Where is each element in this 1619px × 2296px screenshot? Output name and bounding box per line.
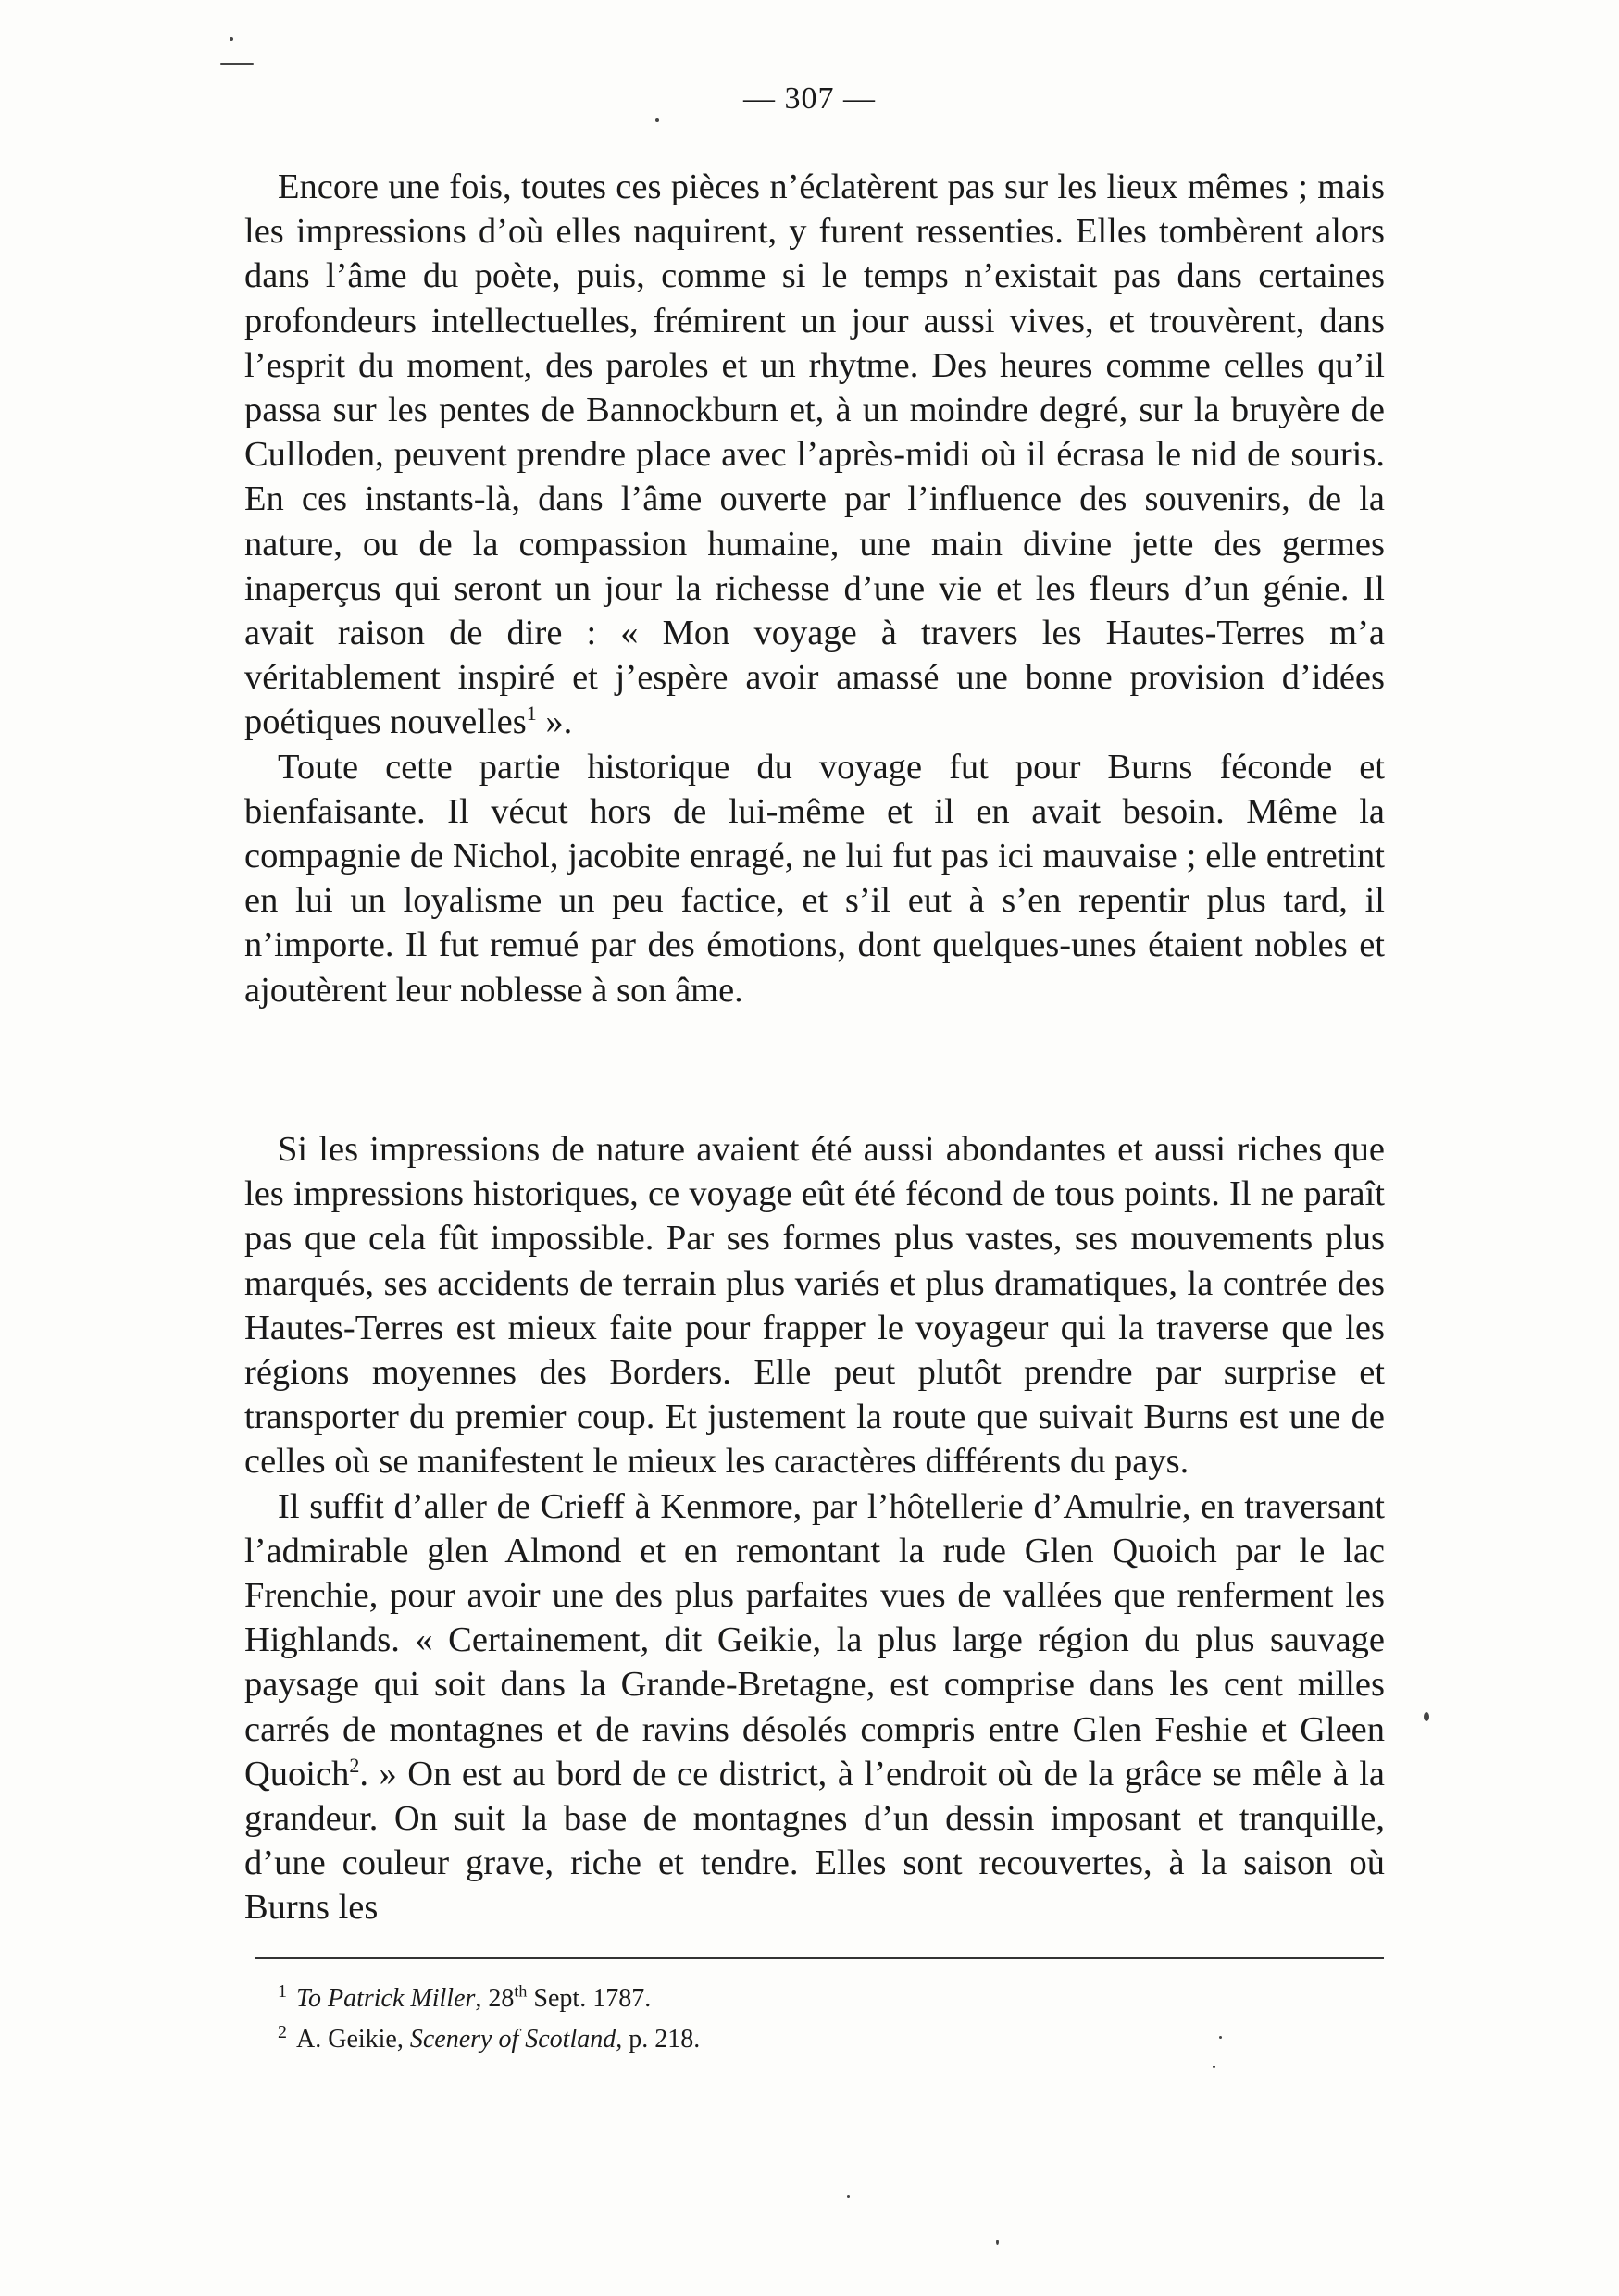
text-block-upper	[244, 165, 1385, 1012]
scan-speck	[1213, 2066, 1215, 2068]
paragraph-2-text: Toute cette partie historique du voyage fut pour Burns féconde et bienfaisante. Il vécut hors de lui-même et il en avait besoin. Même la compagnie de Nichol, jacobite enragé, ne lui fut pas ici mauvaise ; elle entretint en lui un loyalisme un peu factice, et s’il eut à s’en repentir plus tard, il n’importe. Il fut remué par des émotions, dont quelques-unes étaient nobles et ajoutèrent leur noblesse à son âme.	[244, 747, 1385, 1010]
paragraph-3-text: Si les impressions de nature avaient été aussi abondantes et aussi riches que les impressions historiques, ce voyage eût été fécond de tous points. Il ne paraît pas que cela fût impossible. Par ses formes plus vastes, ses mouvements plus marqués, ses accidents de terrain plus variés et plus dramatiques, la contrée des Hautes-Terres est mieux faite pour frapper le voyageur qui la traverse que les régions moyennes des Borders. Elle peut plutôt prendre par surprise et transporter du premier coup. Et justement la route que suivait Burns est une de celles où se manifestent le mieux les caractères différents du pays.	[244, 1130, 1385, 1482]
footnote-2	[278, 2019, 1296, 2060]
page-number: — 307 —	[743, 81, 876, 116]
footnote-divider	[255, 1957, 1384, 1959]
paragraph-4-text: Il suffit d’aller de Crieff à Kenmore, par l’hôtellerie d’Amulrie, en traversant l’admirable glen Almond et en remontant la rude Glen Quoich par le lac Frenchie, pour avoir une des plus parfaites vues de vallées que renferment les Highlands. « Certainement, dit Geikie, la plus large région du plus sauvage paysage qui soit dans la Grande-Bretagne, est comprise dans les cent milles carrés de montagnes et de ravins désolés compris entre Glen Feshie et Gleen Quoich	[244, 1486, 1385, 1793]
paragraph-4	[244, 1484, 1385, 1930]
text-block-lower	[244, 1127, 1385, 1930]
scan-speck	[220, 63, 254, 65]
footnote-2-author: A. Geikie,	[296, 2025, 410, 2054]
scan-speck	[655, 118, 659, 122]
footnote-2-page: , p. 218.	[616, 2025, 701, 2054]
footnote-1-date-pre: , 28	[475, 1984, 515, 2013]
footnote-2-title: Scenery of Scotland	[409, 2025, 616, 2054]
footnote-1-date-post: Sept. 1787.	[527, 1984, 652, 2013]
paragraph-2	[244, 745, 1385, 1012]
footnote-1	[278, 1979, 1296, 2019]
footnote-1-mark: 1	[278, 1980, 287, 2002]
scan-speck	[996, 2240, 999, 2245]
scan-speck	[1424, 1712, 1429, 1721]
scan-speck	[230, 37, 233, 41]
scan-speck	[847, 2195, 850, 2198]
paragraph-1	[244, 165, 1385, 745]
footnote-ref-1: 1	[526, 701, 537, 726]
footnote-ref-2: 2	[349, 1754, 360, 1778]
paragraph-1-tail: ».	[536, 702, 573, 742]
footnote-2-mark: 2	[278, 2021, 287, 2042]
paragraph-3	[244, 1127, 1385, 1484]
paragraph-1-text: Encore une fois, toutes ces pièces n’éclatèrent pas sur les lieux mêmes ; mais les impressions d’où elles naquirent, y furent ressenties. Elles tombèrent alors dans l’âme du poète, puis, comme si le temps n’existait pas dans certaines profondeurs intellectuelles, frémirent un jour aussi vives, et trouvèrent, dans l’esprit du moment, des paroles et un rhytme. Des heures comme celles qu’il passa sur les pentes de Bannockburn et, à un moindre degré, sur la bruyère de Culloden, peuvent prendre place avec l’après-midi où il écrasa le nid de souris. En ces instants-là, dans l’âme ouverte par l’influence des souvenirs, de la nature, ou de la compassion humaine, une main divine jette des germes inaperçus qui seront un jour la richesse d’une vie et les fleurs d’un génie. Il avait raison de dire : « Mon voyage à travers les Hautes-Terres m’a véritablement inspiré et j’espère avoir amassé une bonne provision d’idées poétiques nouvelles	[244, 168, 1385, 742]
footnote-1-title: To Patrick Miller	[296, 1984, 476, 2013]
footnotes	[278, 1979, 1296, 2060]
footnote-1-ordinal: th	[514, 1981, 528, 2001]
paragraph-4-tail: . » On est au bord de ce district, à l’endroit où de la grâce se mêle à la grandeur. On suit la base de montagnes d’un dessin imposant et tranquille, d’une couleur grave, riche et tendre. Elles sont recouvertes, à la saison où Burns les	[244, 1754, 1385, 1928]
